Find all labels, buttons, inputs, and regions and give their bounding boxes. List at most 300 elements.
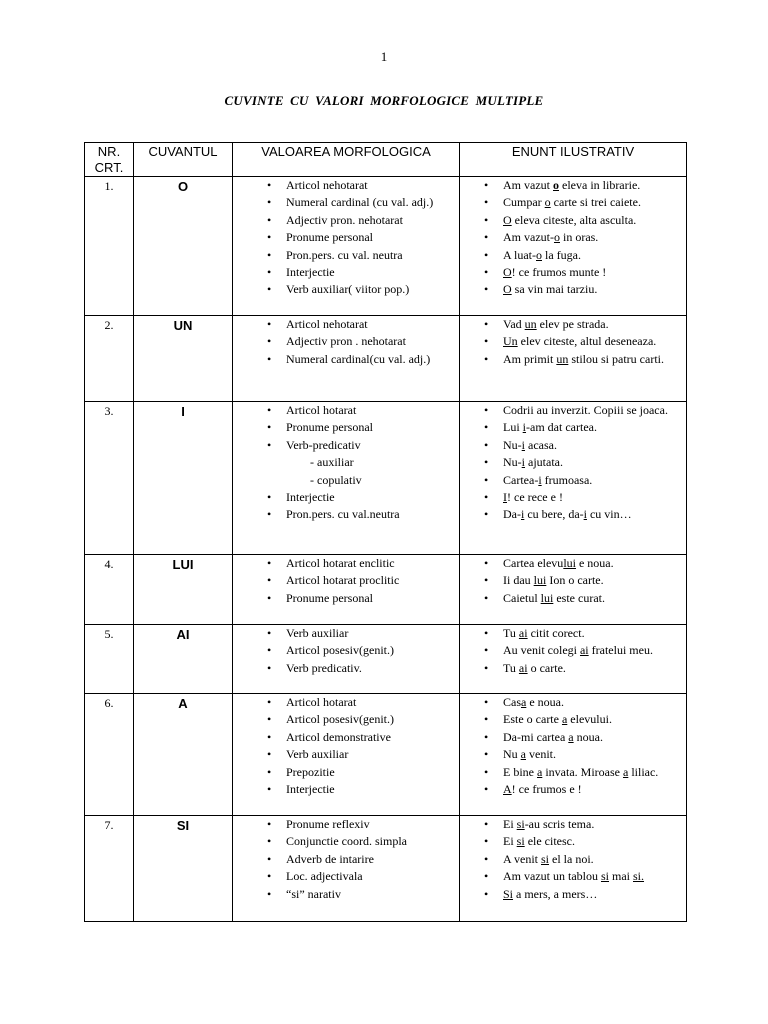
example-text: eleva in librarie. — [559, 178, 641, 192]
bullet-icon: • — [484, 660, 489, 675]
example-text: Cartea elevu — [503, 556, 564, 570]
example-cell — [460, 816, 687, 922]
value-text: Articol posesiv(genit.) — [286, 712, 394, 727]
value-item — [267, 833, 459, 850]
example-text: Ei — [503, 817, 517, 831]
example-item — [484, 746, 682, 763]
table-row — [85, 816, 687, 922]
example-text: cu vin… — [586, 507, 632, 522]
highlighted-word: lui — [563, 556, 576, 570]
example-item — [484, 781, 682, 798]
highlighted-word: o — [553, 178, 559, 192]
example-text: este curat. — [553, 590, 605, 605]
value-item — [267, 694, 459, 711]
value-item — [267, 781, 459, 798]
highlighted-word: si — [516, 834, 525, 849]
row-number: 2. — [85, 316, 134, 402]
example-text: sa vin mai tarziu. — [511, 282, 598, 297]
example-item — [484, 454, 682, 471]
bullet-icon: • — [267, 712, 272, 727]
values-list — [233, 402, 459, 524]
bullet-icon: • — [484, 869, 489, 884]
morphology-values-cell — [233, 625, 460, 694]
value-item — [267, 555, 459, 572]
bullet-icon: • — [267, 420, 272, 435]
value-text: Loc. adjectivala — [286, 869, 363, 884]
highlighted-word: si. — [633, 869, 645, 884]
value-text: Adjectiv pron. nehotarat — [286, 212, 403, 227]
value-text: - auxiliar — [310, 455, 354, 470]
example-item — [484, 729, 682, 746]
word-cell: O — [134, 177, 233, 316]
morphology-values-cell — [233, 402, 460, 555]
highlighted-word: i — [538, 472, 542, 487]
highlighted-word: i — [522, 420, 527, 435]
highlighted-word: si — [516, 817, 525, 831]
bullet-icon: • — [484, 247, 489, 262]
example-text: invata. Miroase — [542, 764, 623, 779]
word-cell: SI — [134, 816, 233, 922]
example-cell — [460, 694, 687, 816]
example-text: Da-mi cartea — [503, 729, 569, 744]
example-item — [484, 816, 682, 833]
table-row — [85, 555, 687, 625]
highlighted-word: ai — [518, 626, 528, 640]
highlighted-word: si — [600, 869, 609, 884]
example-item — [484, 472, 682, 489]
value-text: Conjunctie coord. simpla — [286, 834, 407, 849]
example-text: Vad — [503, 317, 525, 331]
value-item — [267, 177, 459, 194]
value-text: Adverb de intarire — [286, 851, 374, 866]
value-text: Numeral cardinal(cu val. adj.) — [286, 351, 431, 366]
value-item — [267, 729, 459, 746]
value-text: Articol hotarat — [286, 695, 357, 709]
morphology-values-cell — [233, 316, 460, 402]
highlighted-word: I — [503, 490, 507, 505]
morphology-values-cell — [233, 555, 460, 625]
value-text: Pron.pers. cu val.neutra — [286, 507, 400, 522]
value-item — [267, 194, 459, 211]
value-item — [267, 333, 459, 350]
bullet-icon: • — [267, 265, 272, 280]
example-cell — [460, 555, 687, 625]
example-text: carte si trei caiete. — [550, 195, 641, 210]
value-text: Prepozitie — [286, 764, 335, 779]
document-title: CUVINTE CU VALORI MORFOLOGICE MULTIPLE — [224, 93, 544, 108]
bullet-icon: • — [267, 195, 272, 210]
highlighted-word: O — [503, 265, 512, 280]
bullet-icon: • — [267, 590, 272, 605]
value-text: Interjectie — [286, 265, 335, 280]
value-text: Articol demonstrative — [286, 729, 391, 744]
row-number: 7. — [85, 816, 134, 922]
value-text: Pronume personal — [286, 590, 373, 605]
example-text: Nu- — [503, 455, 522, 470]
example-text: o carte. — [527, 660, 566, 675]
bullet-icon: • — [267, 351, 272, 366]
example-cell — [460, 177, 687, 316]
value-text: Pronume reflexiv — [286, 817, 370, 831]
bullet-icon: • — [267, 490, 272, 505]
bullet-icon: • — [267, 334, 272, 349]
value-text: - copulativ — [310, 472, 362, 487]
bullet-icon: • — [484, 573, 489, 588]
value-text: “si” narativ — [286, 886, 341, 901]
highlighted-word: o — [553, 230, 560, 245]
value-text: Interjectie — [286, 782, 335, 797]
example-item — [484, 851, 682, 868]
bullet-icon: • — [484, 851, 489, 866]
example-item — [484, 333, 682, 350]
word-cell: AI — [134, 625, 233, 694]
highlighted-word: o — [536, 247, 542, 262]
bullet-icon: • — [484, 265, 489, 280]
table-row — [85, 694, 687, 816]
bullet-icon: • — [484, 782, 489, 797]
value-item — [267, 868, 459, 885]
bullet-icon: • — [267, 834, 272, 849]
value-text: Articol hotarat enclitic — [286, 556, 395, 570]
value-text: Verb auxiliar — [286, 747, 349, 762]
example-cell — [460, 625, 687, 694]
example-item — [484, 572, 682, 589]
example-text: ! ce frumos e ! — [511, 782, 582, 797]
value-text: Pronume personal — [286, 230, 373, 245]
bullet-icon: • — [484, 764, 489, 779]
value-item — [286, 472, 459, 489]
value-text: Verb auxiliar( viitor pop.) — [286, 282, 410, 297]
bullet-icon: • — [267, 282, 272, 297]
page-number: 1 — [380, 49, 388, 64]
highlighted-word: a — [622, 764, 629, 779]
bullet-icon: • — [267, 556, 272, 570]
value-item — [267, 625, 459, 642]
example-text: E bine — [503, 764, 537, 779]
highlighted-word: un — [524, 317, 537, 331]
example-text: Lui — [503, 420, 523, 435]
word-cell: A — [134, 694, 233, 816]
values-list — [233, 316, 459, 368]
highlighted-word: a — [561, 712, 568, 727]
bullet-icon: • — [267, 660, 272, 675]
bullet-icon: • — [267, 643, 272, 658]
value-item — [267, 642, 459, 659]
example-text: fratelui meu. — [588, 643, 653, 658]
header-row — [85, 143, 687, 177]
highlighted-word: i — [521, 437, 526, 452]
row-number: 1. — [85, 177, 134, 316]
example-item — [484, 194, 682, 211]
highlighted-word: a — [520, 747, 526, 762]
value-text: Articol hotarat proclitic — [286, 573, 400, 588]
value-item — [286, 454, 459, 471]
value-text: Articol nehotarat — [286, 178, 368, 192]
bullet-icon: • — [267, 869, 272, 884]
bullet-icon: • — [267, 764, 272, 779]
example-item — [484, 177, 682, 194]
value-text: Articol hotarat — [286, 403, 357, 417]
example-text: cu bere, da- — [524, 507, 584, 522]
bullet-icon: • — [484, 317, 489, 331]
values-list — [233, 816, 459, 903]
bullet-icon: • — [484, 282, 489, 297]
example-text: in oras. — [559, 230, 599, 245]
example-text: Am primit — [503, 351, 557, 366]
example-text: Am vazut — [503, 178, 553, 192]
example-item — [484, 402, 682, 419]
example-cell — [460, 402, 687, 555]
value-item — [267, 402, 459, 419]
example-text: ele citesc. — [524, 834, 575, 849]
bullet-icon: • — [267, 212, 272, 227]
example-item — [484, 247, 682, 264]
bullet-icon: • — [484, 817, 489, 831]
value-text: Pron.pers. cu val. neutra — [286, 247, 403, 262]
example-text: liliac. — [628, 764, 659, 779]
bullet-icon: • — [484, 556, 489, 570]
highlighted-word: lui — [533, 573, 547, 588]
example-item — [484, 833, 682, 850]
example-item — [484, 489, 682, 506]
example-text: Nu — [503, 747, 521, 762]
example-text: Caietul — [503, 590, 541, 605]
highlighted-word: i — [583, 507, 587, 522]
value-text: Numeral cardinal (cu val. adj.) — [286, 195, 434, 210]
values-list — [233, 177, 459, 299]
example-text: elev citeste, altul deseneaza. — [517, 334, 657, 349]
value-item — [267, 660, 459, 677]
examples-list — [460, 402, 686, 524]
bullet-icon: • — [267, 729, 272, 744]
bullet-icon: • — [484, 712, 489, 727]
highlighted-word: ai — [579, 643, 589, 658]
bullet-icon: • — [267, 403, 272, 417]
example-text: a mers, a mers… — [513, 886, 598, 901]
value-item — [267, 851, 459, 868]
example-item — [484, 437, 682, 454]
row-number: 4. — [85, 555, 134, 625]
table-body — [85, 177, 687, 922]
example-text: Ei — [503, 834, 517, 849]
value-text: Verb-predicativ — [286, 437, 361, 452]
example-item — [484, 764, 682, 781]
bullet-icon: • — [484, 472, 489, 487]
bullet-icon: • — [267, 817, 272, 831]
bullet-icon: • — [267, 851, 272, 866]
bullet-icon: • — [484, 178, 489, 192]
word-cell: I — [134, 402, 233, 555]
highlighted-word: A — [503, 782, 512, 797]
morphology-values-cell — [233, 816, 460, 922]
highlighted-word: ai — [518, 660, 528, 675]
example-text: Ion o carte. — [546, 573, 604, 588]
examples-list — [460, 316, 686, 368]
bullet-icon: • — [484, 403, 489, 417]
header-word: CUVANTUL — [134, 143, 233, 177]
table-row — [85, 316, 687, 402]
example-text: acasa. — [525, 437, 557, 452]
bullet-icon: • — [484, 212, 489, 227]
example-text: noua. — [573, 729, 603, 744]
bullet-icon: • — [484, 334, 489, 349]
highlighted-word: a — [521, 695, 527, 709]
header-example: ENUNT ILUSTRATIV — [460, 143, 687, 177]
bullet-icon: • — [267, 747, 272, 762]
bullet-icon: • — [484, 351, 489, 366]
example-item — [484, 886, 682, 903]
highlighted-word: i — [521, 455, 526, 470]
highlighted-word: Un — [503, 334, 518, 349]
header-value: VALOAREA MORFOLOGICA — [233, 143, 460, 177]
bullet-icon: • — [484, 747, 489, 762]
bullet-icon: • — [484, 626, 489, 640]
word-cell: LUI — [134, 555, 233, 625]
value-item — [267, 264, 459, 281]
example-cell — [460, 316, 687, 402]
value-item — [267, 816, 459, 833]
value-item — [267, 572, 459, 589]
bullet-icon: • — [484, 834, 489, 849]
bullet-icon: • — [267, 573, 272, 588]
value-item — [267, 229, 459, 246]
value-item — [267, 419, 459, 436]
example-text: Este o carte — [503, 712, 562, 727]
bullet-icon: • — [267, 247, 272, 262]
value-item — [267, 886, 459, 903]
table-row — [85, 625, 687, 694]
value-text: Interjectie — [286, 490, 335, 505]
header-nr: NR. CRT. — [85, 143, 134, 177]
table-row — [85, 177, 687, 316]
value-text: Articol nehotarat — [286, 317, 368, 331]
example-text: la fuga. — [542, 247, 581, 262]
morphology-values-cell — [233, 694, 460, 816]
value-item — [267, 746, 459, 763]
example-text: A venit — [503, 851, 541, 866]
values-list — [233, 625, 459, 677]
highlighted-word: un — [556, 351, 569, 366]
bullet-icon: • — [267, 230, 272, 245]
example-text: Am vazut- — [503, 230, 554, 245]
highlighted-word: o — [544, 195, 551, 210]
morphology-values-cell — [233, 177, 460, 316]
example-text: Cartea- — [503, 472, 539, 487]
example-text: Tu — [503, 626, 519, 640]
example-text: Au venit colegi — [503, 643, 580, 658]
example-text: Cas — [503, 695, 521, 709]
examples-list — [460, 555, 686, 607]
bullet-icon: • — [484, 230, 489, 245]
examples-list — [460, 625, 686, 677]
value-item — [267, 764, 459, 781]
value-text: Adjectiv pron . nehotarat — [286, 334, 406, 349]
bullet-icon: • — [484, 729, 489, 744]
example-item — [484, 590, 682, 607]
highlighted-word: O — [503, 212, 512, 227]
highlighted-word: si — [541, 851, 550, 866]
highlighted-word: a — [568, 729, 574, 744]
bullet-icon: • — [484, 420, 489, 435]
value-item — [267, 351, 459, 368]
example-item — [484, 660, 682, 677]
example-item — [484, 868, 682, 885]
value-item — [267, 247, 459, 264]
example-text: frumoasa. — [541, 472, 593, 487]
value-item — [267, 316, 459, 333]
example-text: A luat- — [503, 247, 536, 262]
value-text: Articol posesiv(genit.) — [286, 643, 394, 658]
example-item — [484, 711, 682, 728]
example-text: Cumpar — [503, 195, 545, 210]
bullet-icon: • — [484, 695, 489, 709]
value-item — [267, 281, 459, 298]
example-item — [484, 264, 682, 281]
bullet-icon: • — [267, 437, 272, 452]
example-item — [484, 506, 682, 523]
bullet-icon: • — [267, 886, 272, 901]
example-item — [484, 351, 682, 368]
example-text: venit. — [526, 747, 556, 762]
bullet-icon: • — [267, 178, 272, 192]
example-item — [484, 694, 682, 711]
example-item — [484, 316, 682, 333]
example-text: ajutata. — [525, 455, 563, 470]
example-item — [484, 212, 682, 229]
example-text: stilou si patru carti. — [568, 351, 664, 366]
example-text: Am vazut un tablou — [503, 869, 601, 884]
example-text: e noua. — [575, 556, 614, 570]
example-text: eleva citeste, alta asculta. — [511, 212, 637, 227]
examples-list — [460, 177, 686, 299]
example-text: elev pe strada. — [536, 317, 609, 331]
row-number: 5. — [85, 625, 134, 694]
highlighted-word: i — [521, 507, 525, 522]
bullet-icon: • — [267, 626, 272, 640]
highlighted-word: lui — [540, 590, 554, 605]
bullet-icon: • — [484, 643, 489, 658]
example-text: Ii dau — [503, 573, 534, 588]
highlighted-word: a — [537, 764, 543, 779]
example-text: el la noi. — [549, 851, 594, 866]
values-list — [233, 555, 459, 607]
bullet-icon: • — [267, 695, 272, 709]
examples-list — [460, 694, 686, 798]
value-item — [267, 711, 459, 728]
examples-list — [460, 816, 686, 903]
bullet-icon: • — [484, 886, 489, 901]
example-text: Tu — [503, 660, 519, 675]
example-text: e noua. — [526, 695, 564, 709]
bullet-icon: • — [267, 507, 272, 522]
example-text: ! ce rece e ! — [507, 490, 563, 505]
highlighted-word: O — [503, 282, 512, 297]
value-item — [267, 506, 459, 523]
value-text: Verb predicativ. — [286, 660, 362, 675]
example-text: mai — [609, 869, 633, 884]
example-item — [484, 625, 682, 642]
example-text: Codrii au inverzit. Copiii se joaca. — [503, 403, 668, 417]
bullet-icon: • — [484, 437, 489, 452]
bullet-icon: • — [484, 195, 489, 210]
value-item — [267, 489, 459, 506]
value-text: Pronume personal — [286, 420, 373, 435]
example-item — [484, 229, 682, 246]
example-item — [484, 419, 682, 436]
example-text: ! ce frumos munte ! — [511, 265, 607, 280]
value-item — [267, 212, 459, 229]
bullet-icon: • — [267, 317, 272, 331]
